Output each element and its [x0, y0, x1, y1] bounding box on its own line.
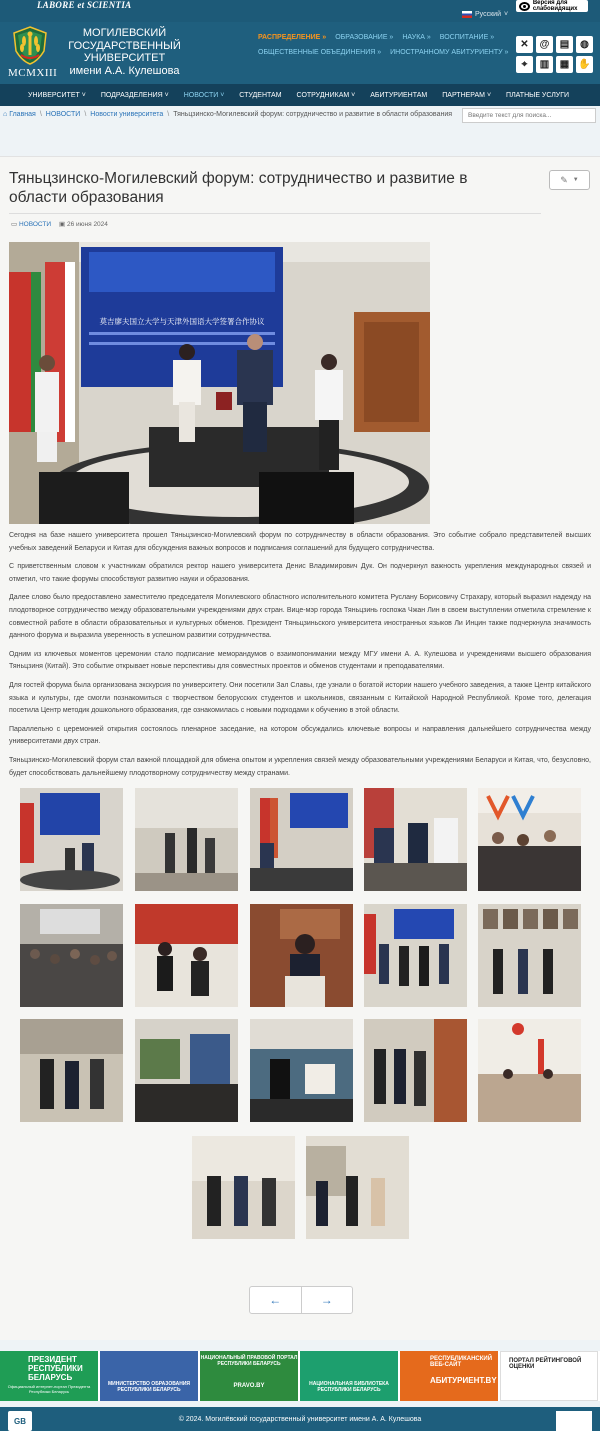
gallery-thumbnail[interactable]: [192, 1136, 295, 1239]
nav-university[interactable]: УНИВЕРСИТЕТ ˅: [28, 91, 86, 99]
article-paragraph: Для гостей форума была организована экскурсия по университету. Они посетили Зал Славы, где узнали о богатой истории нашего учебного заведения, а также Центр китайского языка и культуры, где смогли познакомиться с творчеством белорусских студентов и школьников, связанным с Китайской Народной Республикой. Кроме того, делегация посетила Центр методик дошкольного образования, где ознакомилась с новыми подходами к обучению в этой области.: [9, 681, 592, 715]
main-article-photo[interactable]: [9, 242, 430, 524]
eye-icon: [519, 2, 530, 11]
language-switcher[interactable]: [462, 11, 508, 18]
gallery-thumbnail[interactable]: [135, 1019, 238, 1122]
banner-title: ПРЕЗИДЕНТ РЕСПУБЛИКИ БЕЛАРУСЬ: [28, 1355, 83, 1382]
chart-icon[interactable]: ▦: [556, 56, 573, 73]
banner-title: НАЦИОНАЛЬНЫЙ ПРАВОВОЙ ПОРТАЛ РЕСПУБЛИКИ БЕЛАРУСЬ: [200, 1355, 298, 1367]
banner-ministry-education[interactable]: [100, 1351, 198, 1401]
map-icon[interactable]: ⌖: [516, 56, 533, 73]
prev-article-button[interactable]: ←: [250, 1287, 302, 1313]
edit-icon: ✎: [560, 174, 568, 185]
gallery-thumbnail[interactable]: [135, 904, 238, 1007]
article-meta: [11, 220, 108, 228]
gallery-thumbnail[interactable]: [364, 788, 467, 891]
breadcrumb: ⌂ Главная \ НОВОСТИ \ Новости университета \ Тяньцзинско-Могилевский форум: сотрудничество и развитие в области образования: [3, 111, 453, 118]
gallery-thumbnail[interactable]: [135, 788, 238, 891]
university-name-line: имени А.А. Кулешова: [69, 64, 180, 77]
quick-icons: [516, 36, 596, 73]
site-footer: [0, 1407, 600, 1431]
top-link-distribution[interactable]: РАСПРЕДЕЛЕНИЕ »: [258, 34, 327, 41]
banner-national-library[interactable]: [300, 1351, 398, 1401]
gallery-thumbnail[interactable]: [478, 904, 581, 1007]
gallery-thumbnail[interactable]: [250, 1019, 353, 1122]
gallery-thumbnail[interactable]: [20, 788, 123, 891]
gallery-thumbnail[interactable]: [20, 1019, 123, 1122]
banner-title: НАЦИОНАЛЬНАЯ БИБЛИОТЕКА РЕСПУБЛИКИ БЕЛАРУСЬ: [309, 1381, 389, 1393]
university-name[interactable]: [62, 27, 187, 77]
low-vision-label: Версия для слабовидящих: [532, 0, 578, 12]
article-paragraph: Одним из ключевых моментов церемонии стало подписание меморандумов о взаимопонимании между МГУ имени А. А. Кулешова и учреждениями высшего образования Тяньцзиня (Китай). Это событие открывает новые перспективы для совместных проектов и обменов студентами и преподавателями.: [9, 650, 591, 671]
top-link-education[interactable]: ОБРАЗОВАНИЕ »: [335, 34, 394, 41]
banner-subtitle: Официальный интернет-портал Президента Республики Беларусь: [7, 1384, 91, 1394]
university-crest-logo[interactable]: [10, 25, 50, 65]
article-pager: [249, 1286, 353, 1314]
university-name-line: ГОСУДАРСТВЕННЫЙ: [68, 39, 181, 52]
banner-title: РЕСПУБЛИКАНСКИЙ ВЕБ-САЙТ: [430, 1356, 493, 1368]
russian-flag-icon: [462, 11, 472, 18]
gallery-thumbnail[interactable]: [250, 788, 353, 891]
tools-icon[interactable]: ✕: [516, 36, 533, 53]
top-links: [258, 34, 513, 56]
building-icon[interactable]: ▥: [536, 56, 553, 73]
banner-rating-portal[interactable]: [500, 1351, 598, 1401]
breadcrumb-news[interactable]: НОВОСТИ: [45, 111, 81, 118]
caret-down-icon: ▼: [572, 177, 579, 183]
breadcrumb-current: Тяньцзинско-Могилевский форум: сотрудничество и развитие в области образования: [173, 111, 453, 118]
article-paragraph: С приветственным словом к участникам обратился ректор нашего университета Денис Владимирович Дук. Он подчеркнул важность укрепления международных связей и отметил, что такие форумы способствуют развитию науки и образования.: [9, 563, 591, 583]
document-icon[interactable]: ▤: [556, 36, 573, 53]
top-link-public-associations[interactable]: ОБЩЕСТВЕННЫЕ ОБЪЕДИНЕНИЯ »: [258, 49, 382, 56]
edit-dropdown-button[interactable]: [549, 170, 590, 190]
language-label: Русский: [475, 11, 501, 18]
breadcrumb-home[interactable]: Главная: [9, 111, 36, 118]
article-container: [0, 156, 600, 1340]
nav-news[interactable]: НОВОСТИ ˅: [183, 91, 225, 99]
article-paragraph: Сегодня на базе нашего университета прошел Тяньцзинско-Могилевский форум по сотрудничеству в области образования. Это событие собрало представителей высших учебных заведений Беларуси и Китая для обсуждения важных вопросов и подписания соглашений для будущего сотрудничества.: [9, 532, 591, 552]
nav-partners[interactable]: ПАРТНЕРАМ ˅: [442, 91, 492, 99]
article-category[interactable]: НОВОСТИ: [18, 221, 52, 228]
home-icon: ⌂: [3, 111, 8, 118]
gallery-thumbnail[interactable]: [250, 904, 353, 1007]
banner-subtitle: АБИТУРИЕНТ.BY: [430, 1376, 497, 1385]
university-name-line: УНИВЕРСИТЕТ: [83, 52, 166, 64]
article-paragraph: Далее слово было предоставлено заместителю председателя Могилевского областного исполнительного комитета Руслану Борисовичу Страхару, который выразил надежду на плодотворное сотрудничество между образовательными учреждениями двух стран. Вице-мэр города Тяньцзинь госпожа Чжан Лин в своем выступлении отметила стремление к совместной работе в области образовательных и культурных обменов. Президент Тяньцзиньского университета иностранных языков Ли Инцин также подчеркнула значимость данного форума и выразила уверенность в успешном развитии сотрудничества.: [9, 594, 591, 640]
chevron-down-icon: ˅: [503, 11, 509, 18]
search-input[interactable]: [462, 108, 596, 123]
university-name-line: МОГИЛЕВСКИЙ: [82, 27, 167, 39]
copyright-text: © 2024. Могилёвский государственный университет имени А. А. Кулешова: [178, 1415, 422, 1423]
motto: LABORE et SCIENTIA: [37, 0, 132, 10]
low-vision-button[interactable]: [516, 0, 588, 12]
banner-abiturient[interactable]: [400, 1351, 498, 1401]
top-link-upbringing[interactable]: ВОСПИТАНИЕ »: [439, 34, 495, 41]
banner-subtitle: PRAVO.BY: [233, 1383, 265, 1389]
handshake-icon[interactable]: ✋: [576, 56, 593, 73]
nav-departments[interactable]: ПОДРАЗДЕЛЕНИЯ ˅: [100, 91, 169, 99]
gallery-thumbnail[interactable]: [478, 788, 581, 891]
site-header: [0, 22, 600, 84]
nav-students[interactable]: СТУДЕНТАМ: [239, 91, 282, 99]
top-bar: [0, 0, 600, 22]
email-icon[interactable]: @: [536, 36, 553, 53]
gallery-thumbnail[interactable]: [364, 1019, 467, 1122]
nav-applicants[interactable]: АБИТУРИЕНТАМ: [370, 91, 428, 99]
nav-paid-services[interactable]: ПЛАТНЫЕ УСЛУГИ: [506, 91, 570, 99]
banner-pravo[interactable]: [200, 1351, 298, 1401]
banner-president[interactable]: [0, 1351, 98, 1401]
globe-icon[interactable]: ◍: [576, 36, 593, 53]
article-body: [9, 530, 591, 786]
footer-logo[interactable]: GB: [8, 1411, 32, 1431]
breadcrumb-university-news[interactable]: Новости университета: [90, 111, 164, 118]
photo-banner-text: 莫吉廖夫国立大学与天津外国语大学签署合作协议: [99, 317, 265, 326]
calendar-icon: ▣: [59, 221, 66, 228]
article-paragraph: Тяньцзинско-Могилевский форум стал важной площадкой для обмена опытом и укрепления связей между образовательными учреждениями Беларуси и Китая, что, безусловно, будет способствовать дальнейшему плодотворному сотрудничеству между странами.: [9, 756, 591, 777]
divider: [9, 213, 541, 214]
article-date: 26 июня 2024: [66, 221, 108, 228]
gallery-thumbnail[interactable]: [478, 1019, 581, 1122]
gallery-thumbnail[interactable]: [364, 904, 467, 1007]
nav-staff[interactable]: СОТРУДНИКАМ ˅: [296, 91, 356, 99]
next-article-button[interactable]: →: [320, 1293, 333, 1307]
founding-year: MCMXIII: [8, 67, 58, 79]
article-paragraph: Параллельно с церемонией открытия состоялось пленарное заседание, на котором обсуждались ключевые вопросы и направления дальнейшего сотрудничества между университетами двух стран.: [9, 725, 591, 746]
main-navigation: [0, 84, 600, 106]
article-title: Тяньцзинско-Могилевский форум: сотрудничество и развитие в области образования: [9, 170, 468, 206]
banner-title: МИНИСТЕРСТВО ОБРАЗОВАНИЯ РЕСПУБЛИКИ БЕЛАРУСЬ: [107, 1381, 191, 1393]
top-link-science[interactable]: НАУКА »: [402, 34, 431, 41]
gallery-thumbnail[interactable]: [306, 1136, 409, 1239]
gallery-thumbnail[interactable]: [20, 904, 123, 1007]
top-link-foreign-applicant[interactable]: ИНОСТРАННОМУ АБИТУРИЕНТУ »: [390, 49, 509, 56]
banner-title: ПОРТАЛ РЕЙТИНГОВОЙ ОЦЕНКИ: [509, 1358, 582, 1370]
partner-banners: [0, 1351, 600, 1401]
qr-code-icon[interactable]: [556, 1411, 592, 1431]
folder-icon: ▭: [11, 221, 18, 228]
